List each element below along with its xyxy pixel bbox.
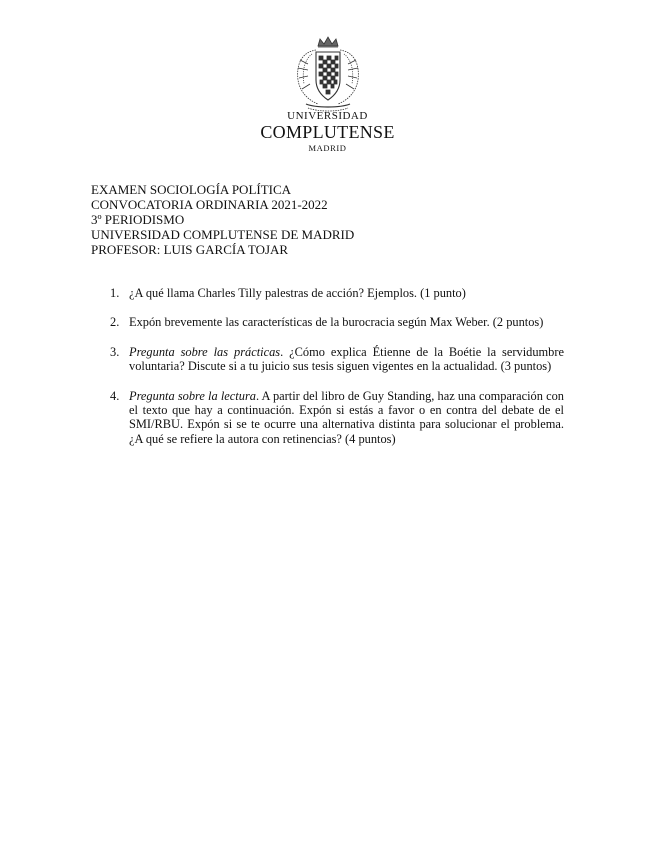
question-lead: Pregunta sobre la lectura [129,388,256,403]
exam-professor: PROFESOR: LUIS GARCÍA TOJAR [91,242,289,257]
question-number: 2. [110,315,120,330]
exam-course: 3º PERIODISMO [91,212,185,227]
exam-title: EXAMEN SOCIOLOGÍA POLÍTICA [91,182,292,197]
question-number: 4. [110,388,120,403]
question-text: . A partir del libro de Guy Standing, haz una comparación con el texto que hay a continuación. Expón si estás a favor o en contra del debate de el SMI/RBU. Expón si se te ocurre una alternativa distinta para solucionar el problema. ¿A qué se refiere la autora con retinencias? (4 puntos) [129,388,564,446]
question-item [91,286,564,300]
question-number: 1. [110,286,120,300]
question-number: 3. [110,344,120,359]
university-city: MADRID [308,143,347,153]
question-text: ¿A qué llama Charles Tilly palestras de acción? Ejemplos. (1 punto) [129,286,466,300]
university-seal-logo [288,34,368,114]
university-name-top: UNIVERSIDAD [287,110,368,122]
question-text: . ¿Cómo explica Étienne de la Boétie la servidumbre voluntaria? Discute si a tu juicio sus tesis siguen vigentes en la actualidad. (3 puntos) [129,344,564,374]
university-name-main: COMPLUTENSE [260,122,395,142]
exam-header [91,182,354,257]
exam-session: CONVOCATORIA ORDINARIA 2021-2022 [91,197,328,212]
question-lead: Pregunta sobre las prácticas [129,344,281,359]
question-list [91,286,564,461]
question-item [91,315,564,329]
question-item [91,345,564,374]
exam-university: UNIVERSIDAD COMPLUTENSE DE MADRID [91,227,355,242]
question-text: Expón brevemente las características de la burocracia según Max Weber. (2 puntos) [129,315,544,330]
question-item [91,389,564,447]
